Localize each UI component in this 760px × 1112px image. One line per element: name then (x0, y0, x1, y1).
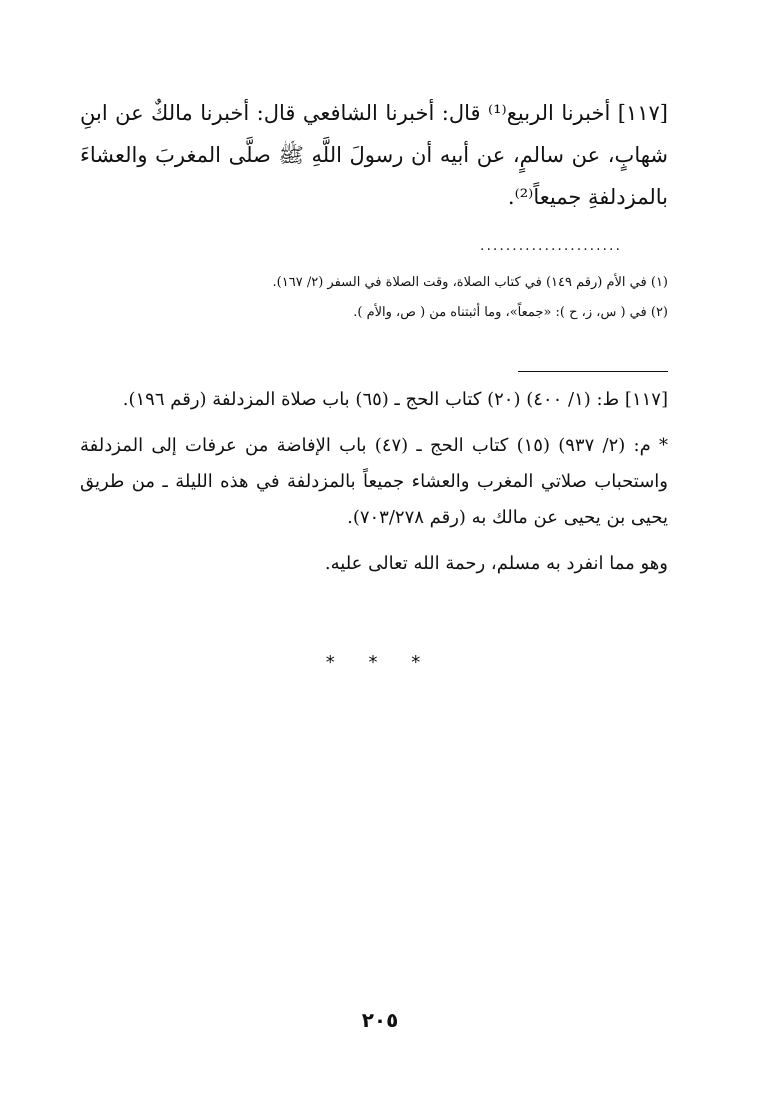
hadith-number: [١١٧] (617, 101, 668, 125)
footnote-2: (٢) في ( س، ز، ح ): «جمعاً»، وما أثبتناه من ( ص، والأم ). (353, 305, 668, 320)
takhrij-section (80, 382, 668, 592)
page-number: ٢٠٥ (361, 1008, 399, 1032)
takhrij-note: وهو مما انفرد به مسلم، رحمة الله تعالى عليه. (324, 553, 668, 574)
takhrij-muwatta: [١١٧] ط: (١/ ٤٠٠) (٢٠) كتاب الحج ـ (٦٥) باب صلاة المزدلفة (رقم ١٩٦). (122, 389, 668, 410)
separator-stars: * * * (325, 652, 435, 673)
footnote-1: (١) في الأم (رقم ١٤٩) في كتاب الصلاة، وقت الصلاة في السفر (٢/ ١٦٧). (272, 275, 668, 290)
section-rule (518, 371, 668, 372)
hadith-text (80, 92, 668, 218)
footnotes (80, 268, 668, 328)
footnote-separator: ...................... (480, 238, 622, 250)
takhrij-muslim: * م: (٢/ ٩٣٧) (١٥) كتاب الحج ـ (٤٧) باب الإفاضة من عرفات إلى المزدلفة واستحباب صلاتي المغرب والعشاء جميعاً بالمزدلفة في هذه الليلة ـ من طريق يحيى بن يحيى عن مالك به (رقم ٧٠٣/٢٧٨). (80, 435, 668, 528)
hadith-body: أخبرنا الربيع⁽¹⁾ قال: أخبرنا الشافعي قال: أخبرنا مالكٌ عن ابنِ شهابٍ، عن سالمٍ، عن أبيه أن رسولَ اللَّهِ ﷺ صلَّى المغربَ والعشاءَ بالمزدلفةِ جميعاً⁽²⁾. (80, 101, 668, 209)
